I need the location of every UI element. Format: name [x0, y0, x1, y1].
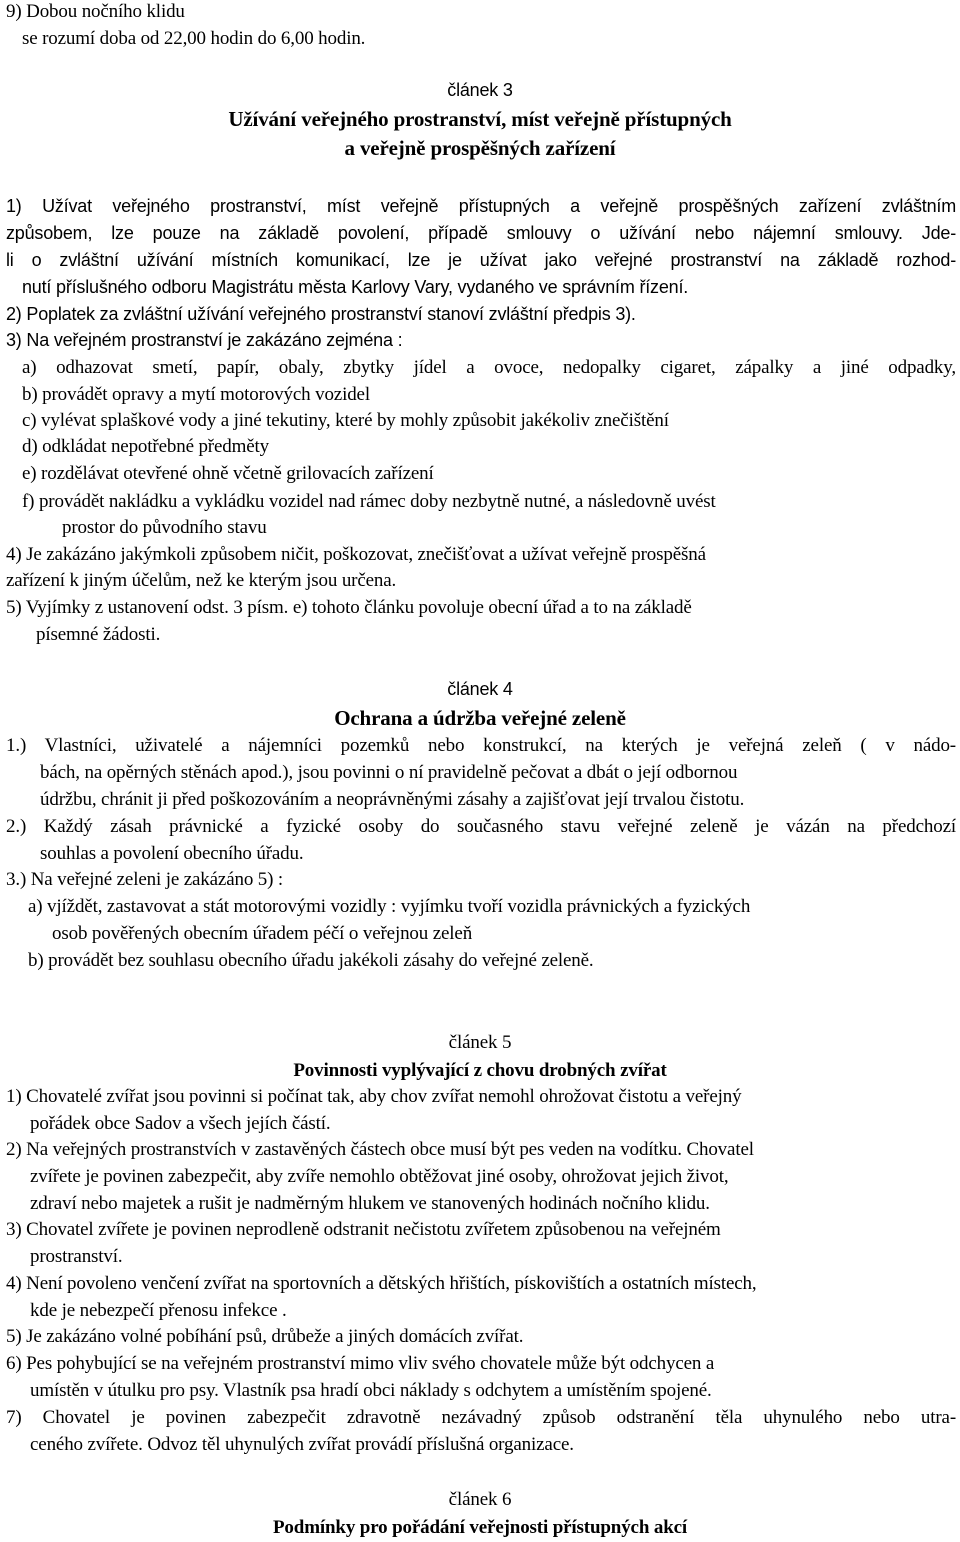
- text-line: b) provádět bez souhlasu obecního úřadu jakékoli zásahy do veřejné zeleně.: [28, 950, 594, 971]
- text-line: 4) Není povoleno venčení zvířat na sportovních a dětských hřištích, pískovištích a ostatních místech,: [6, 1273, 757, 1294]
- article-number: článek 3: [447, 80, 513, 100]
- text-line: 2) Poplatek za zvláštní užívání veřejného prostranství stanoví zvláštní předpis 3).: [6, 304, 636, 324]
- text-line: 5) Vyjímky z ustanovení odst. 3 písm. e) tohoto článku povoluje obecní úřad a to na základě: [6, 597, 692, 618]
- text-line: d) odkládat nepotřebné předměty: [22, 436, 270, 457]
- text-line: zvířete je povinen zabezpečit, aby zvíře nemohlo obtěžovat jiné osoby, ohrožovat jejich život,: [30, 1166, 729, 1187]
- text-line: bách, na opěrných stěnách apod.), jsou povinni o ní pravidelně pečovat a dbát o její odbornou: [40, 762, 738, 783]
- text-line: nutí příslušného odboru Magistrátu města Karlovy Vary, vydaného ve správním řízení.: [22, 277, 689, 297]
- section-heading: Podmínky pro pořádání veřejnosti přístupných akcí: [272, 1517, 688, 1538]
- text-line: osob pověřených obecním úřadem péčí o veřejnou zeleň: [52, 923, 473, 944]
- text-line: 1.) Vlastníci, uživatelé a nájemníci pozemků nebo konstrukcí, na kterých je veřejná zeleň ( v nádo-: [6, 735, 956, 756]
- text-line: údržbu, chránit ji před poškozováním a neoprávněnými zásahy a zajišťovat její trvalou čistotu.: [40, 789, 745, 810]
- article-number: článek 6: [448, 1489, 512, 1510]
- text-line: 1) Chovatelé zvířat jsou povinni si počínat tak, aby chov zvířat nemohl ohrožovat čistotu a veřejný: [6, 1086, 742, 1107]
- text-line: e) rozdělávat otevřené ohně včetně grilovacích zařízení: [22, 463, 434, 484]
- text-line: a) vjíždět, zastavovat a stát motorovými vozidly : vyjímku tvoří vozidla právnických a fyzických: [28, 896, 751, 917]
- text-line: c) vylévat splaškové vody a jiné tekutiny, které by mohly způsobit jakékoliv znečištění: [22, 410, 669, 431]
- text-line: kde je nebezpečí přenosu infekce .: [30, 1300, 287, 1321]
- text-line: ceného zvířete. Odvoz těl uhynulých zvířat provádí příslušná organizace.: [30, 1434, 574, 1455]
- section-heading: Užívání veřejného prostranství, míst veřejně přístupných: [228, 107, 732, 131]
- text-line: 3) Na veřejném prostranství je zakázáno zejména :: [6, 330, 403, 350]
- section-heading: Ochrana a údržba veřejné zeleně: [334, 706, 626, 730]
- article-number: článek 4: [447, 679, 513, 699]
- text-line: a) odhazovat smetí, papír, obaly, zbytky jídel a ovoce, nedopalky cigaret, zápalky a jiné odpadky,: [22, 357, 956, 378]
- article-number: článek 5: [448, 1032, 512, 1053]
- text-line: 7) Chovatel je povinen zabezpečit zdravotně nezávadný způsob odstranění těla uhynulého nebo utra-: [6, 1407, 956, 1428]
- text-line: 5) Je zakázáno volné pobíhání psů, drůbeže a jiných domácích zvířat.: [6, 1326, 524, 1347]
- text-line: pořádek obce Sadov a všech jejích částí.: [30, 1113, 331, 1134]
- text-line: 2.) Každý zásah právnické a fyzické osoby do současného stavu veřejné zeleně je vázán na předchozí: [6, 816, 956, 837]
- text-line: 3) Chovatel zvířete je povinen neprodleně odstranit nečistotu zvířetem způsobenou na veřejném: [6, 1219, 721, 1240]
- text-line: f) provádět nakládku a vykládku vozidel nad rámec doby nezbytně nutné, a následovně uvést: [22, 491, 716, 512]
- text-line: způsobem, lze pouze na základě povolení, případě smlouvy o užívání nebo nájemní smlouvy. Jde-: [6, 223, 956, 243]
- text-line: 9) Dobou nočního klidu: [6, 1, 185, 22]
- text-line: 2) Na veřejných prostranstvích v zastavěných částech obce musí být pes veden na vodítku. Chovatel: [6, 1139, 754, 1160]
- section-heading: Povinnosti vyplývající z chovu drobných zvířat: [293, 1060, 667, 1081]
- text-line: prostranství.: [30, 1246, 123, 1267]
- text-line: prostor do původního stavu: [62, 517, 267, 538]
- text-line: souhlas a povolení obecního úřadu.: [40, 843, 304, 864]
- text-line: umístěn v útulku pro psy. Vlastník psa hradí obci náklady s odchytem a umístěním spojené.: [30, 1380, 712, 1401]
- text-line: 3.) Na veřejné zeleni je zakázáno 5) :: [6, 869, 284, 890]
- text-line: 6) Pes pohybující se na veřejném prostranství mimo vliv svého chovatele může být odchycen a: [6, 1353, 715, 1374]
- text-line: zařízení k jiným účelům, než ke kterým jsou určena.: [6, 570, 397, 591]
- text-line: 1) Užívat veřejného prostranství, míst veřejně přístupných a veřejně prospěšných zařízení zvláštním: [6, 196, 956, 216]
- text-line: se rozumí doba od 22,00 hodin do 6,00 hodin.: [22, 28, 366, 49]
- text-line: zdraví nebo majetek a rušit je nadměrným hlukem ve stanovených hodinách nočního klidu.: [30, 1193, 710, 1214]
- section-heading: a veřejně prospěšných zařízení: [344, 136, 616, 160]
- text-line: písemné žádosti.: [36, 624, 161, 645]
- text-line: 4) Je zakázáno jakýmkoli způsobem ničit, poškozovat, znečišťovat a užívat veřejně prospěšná: [6, 544, 706, 565]
- text-line: b) provádět opravy a mytí motorových vozidel: [22, 384, 370, 405]
- text-line: li o zvláštní užívání místních komunikací, lze je užívat jako veřejné prostranství na základě rozhod-: [6, 250, 956, 270]
